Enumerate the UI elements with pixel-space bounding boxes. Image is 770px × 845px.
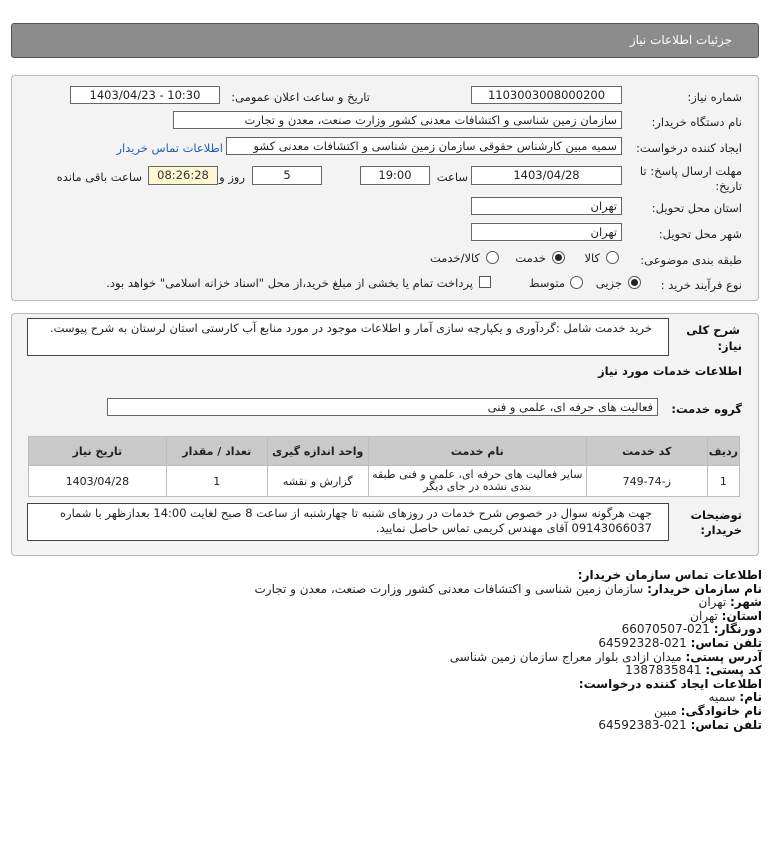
service-group-label: گروه خدمت: xyxy=(671,402,742,416)
cell-code: ز-74-749 xyxy=(586,466,707,497)
col-date: تاریخ نیاز xyxy=(29,437,167,466)
notes-label-2: خریدار: xyxy=(700,523,742,537)
cell-name: سایر فعالیت های حرفه ای، علمی و فنی طبقه بندی نشده در جای دیگر xyxy=(368,466,586,497)
cell-date: 1403/04/28 xyxy=(29,466,167,497)
requester-last-name-label: نام خانوادگی: xyxy=(680,703,762,718)
days-label: روز و xyxy=(219,170,245,184)
col-name: نام خدمت xyxy=(368,437,586,466)
services-table-header xyxy=(29,437,740,466)
notes-label: توضیحات xyxy=(690,508,742,522)
need-details-panel xyxy=(11,75,759,301)
province-field: تهران xyxy=(471,197,622,215)
buyer-org-field: سازمان زمین شناسی و اکتشافات معدنی کشور وزارت صنعت، معدن و تجارت xyxy=(173,111,622,129)
deadline-date-field: 1403/04/28 xyxy=(471,166,622,185)
remaining-label: ساعت باقی مانده xyxy=(56,170,142,184)
description-label-2: نیاز: xyxy=(717,339,742,353)
contact-province: تهران xyxy=(690,608,718,623)
province-label: استان محل تحویل: xyxy=(651,201,742,215)
col-qty: تعداد / مقدار xyxy=(166,437,267,466)
contact-org: سازمان زمین شناسی و اکتشافات معدنی کشور وزارت صنعت، معدن و تجارت xyxy=(254,581,644,596)
need-number-label: شماره نیاز: xyxy=(687,90,742,104)
need-number-field: 1103003008000200 xyxy=(471,86,622,104)
announce-label: تاریخ و ساعت اعلان عمومی: xyxy=(231,90,370,104)
contact-fax: 021-66070507 xyxy=(621,622,710,637)
requester-phone-label: تلفن تماس: xyxy=(690,717,762,732)
requester-field: سمیه مبین کارشناس حقوقی سازمان زمین شناسی و اکتشافات معدنی کشو xyxy=(226,137,622,155)
payment-checkbox[interactable] xyxy=(479,276,491,288)
category-option-goods: کالا xyxy=(584,251,600,265)
contact-phone: 021-64592328 xyxy=(598,635,687,650)
page-title: جزئیات اطلاعات نیاز xyxy=(629,33,732,47)
deadline-hour-label: ساعت xyxy=(436,170,468,184)
service-group-field: فعالیت های حرفه ای، علمی و فنی xyxy=(107,398,658,416)
contact-province-label: استان: xyxy=(721,608,762,623)
contact-postal: 1387835841 xyxy=(625,663,702,678)
description-label: شرح کلی xyxy=(686,323,740,337)
requester-info-title: اطلاعات ایجاد کننده درخواست: xyxy=(578,676,762,691)
contact-city: تهران xyxy=(698,595,727,610)
city-label: شهر محل تحویل: xyxy=(658,227,742,241)
payment-note: پرداخت تمام یا بخشی از مبلغ خرید،از محل "اسناد خزانه اسلامی" خواهد بود. xyxy=(106,276,473,290)
requester-last-name: مبین xyxy=(654,703,677,718)
contact-org-label: نام سازمان خریدار: xyxy=(647,581,762,596)
category-radio-goods-service[interactable] xyxy=(486,251,499,264)
cell-qty: 1 xyxy=(166,466,267,497)
contact-title: اطلاعات تماس سازمان خریدار: xyxy=(577,568,762,582)
cell-row: 1 xyxy=(707,466,739,497)
contact-postal-label: کد پستی: xyxy=(705,663,762,678)
contact-address: میدان ازادی بلوار معراج سازمان زمین شناسی xyxy=(449,649,682,664)
description-text: خرید خدمت شامل :گردآوری و یکپارچه سازی آمار و اطلاعات موجود در مورد منابع آب کارستی استان لرستان به شرح پیوست. xyxy=(49,321,652,335)
col-row: ردیف xyxy=(707,437,739,466)
services-table xyxy=(28,436,740,497)
deadline-time-field: 19:00 xyxy=(360,166,430,185)
category-label: طبقه بندی موضوعی: xyxy=(640,253,742,267)
days-field: 5 xyxy=(252,166,322,185)
remaining-time-field: 08:26:28 xyxy=(148,166,218,185)
notes-box xyxy=(27,503,669,541)
process-option-medium: متوسط xyxy=(528,276,565,290)
description-box xyxy=(27,318,669,356)
requester-label: ایجاد کننده درخواست: xyxy=(636,141,742,155)
category-radio-goods[interactable] xyxy=(606,251,619,264)
page-header xyxy=(11,23,759,58)
city-field: تهران xyxy=(471,223,622,241)
category-option-goods-service: کالا/خدمت xyxy=(429,251,480,265)
contact-city-label: شهر: xyxy=(730,595,762,610)
contact-address-label: آدرس پستی: xyxy=(685,649,762,664)
process-radio-medium[interactable] xyxy=(570,276,583,289)
requester-first-name-label: نام: xyxy=(739,690,762,705)
process-option-minor: جزیی xyxy=(595,276,622,290)
buyer-contact-link[interactable]: اطلاعات تماس خریدار xyxy=(116,141,223,155)
announce-field: 1403/04/23 - 10:30 xyxy=(70,86,220,104)
process-label: نوع فرآیند خرید : xyxy=(660,278,742,292)
services-section-title: اطلاعات خدمات مورد نیاز xyxy=(598,364,742,378)
category-radio-service[interactable] xyxy=(552,251,565,264)
col-code: کد خدمت xyxy=(586,437,707,466)
buyer-org-label: نام دستگاه خریدار: xyxy=(651,115,742,129)
contact-phone-label: تلفن تماس: xyxy=(690,635,762,650)
table-row xyxy=(29,466,740,497)
buyer-contact-info xyxy=(12,569,762,732)
deadline-label: مهلت ارسال پاسخ: تا xyxy=(639,164,742,178)
notes-text: جهت هرگونه سوال در خصوص شرح خدمات در روزهای شنبه تا چهارشنبه از ساعت 8 صبح لغایت 14:00 بعدازظهر با شماره 09143066037 آقای مهندس کریمی تماس حاصل نمایید. xyxy=(60,506,652,535)
requester-phone: 021-64592383 xyxy=(598,717,687,732)
requester-first-name: سمیه xyxy=(708,690,736,705)
cell-unit: گزارش و نقشه xyxy=(267,466,368,497)
deadline-date-label: تاریخ: xyxy=(715,179,742,193)
process-radio-minor[interactable] xyxy=(628,276,641,289)
col-unit: واحد اندازه گیری xyxy=(267,437,368,466)
contact-fax-label: دورنگار: xyxy=(713,622,762,637)
category-option-service: خدمت xyxy=(515,251,546,265)
